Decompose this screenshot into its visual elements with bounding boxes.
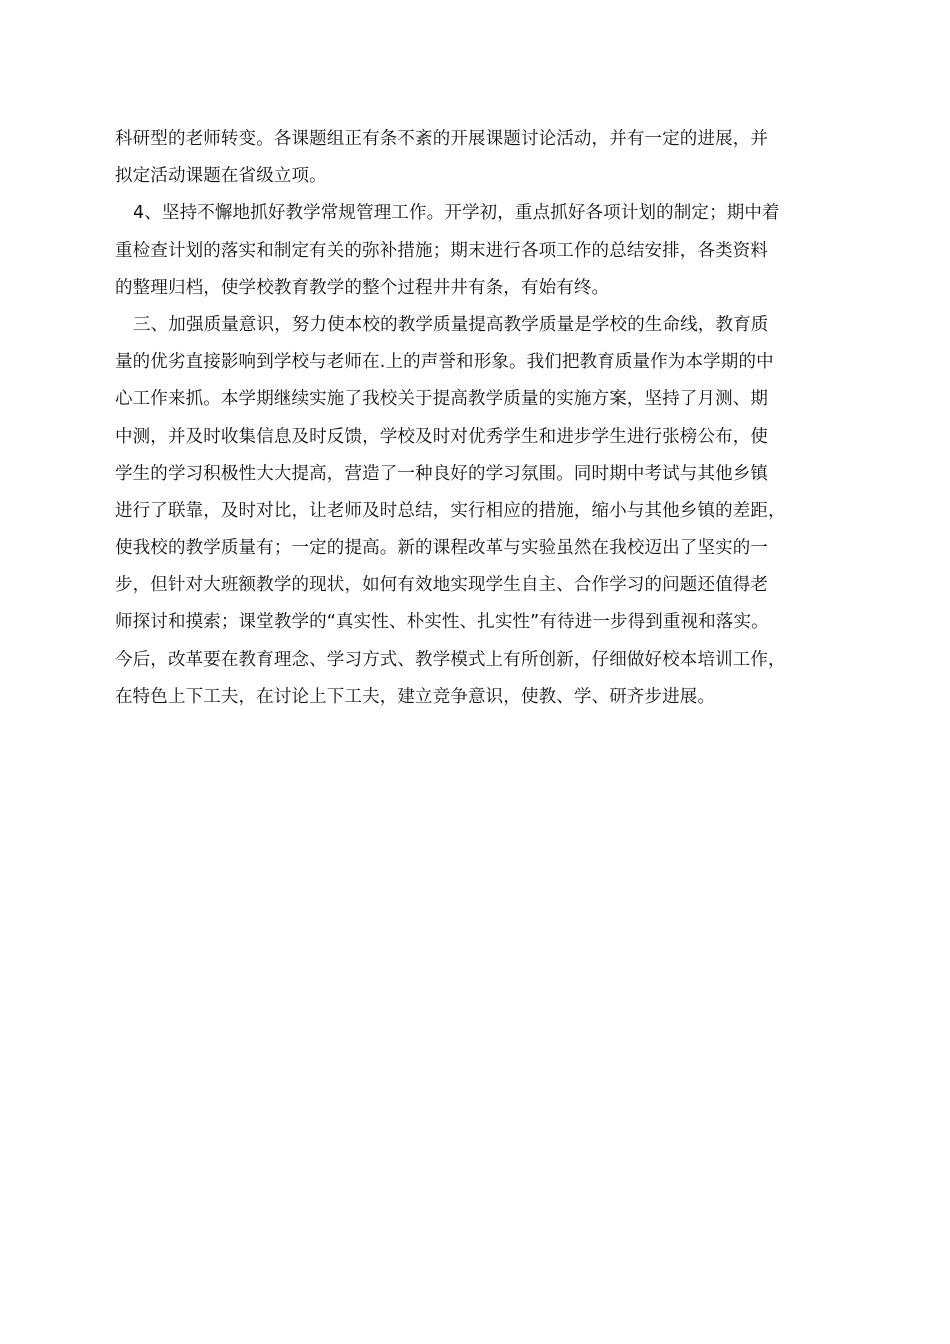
text-line: 使我校的教学质量有；一定的提高。新的课程改革与实验虽然在我校迈出了坚实的一 <box>115 538 769 559</box>
text-line: 中测，并及时收集信息及时反馈，学校及时对优秀学生和进步学生进行张榜公布，使 <box>115 426 769 447</box>
paragraph-start-line: 4、坚持不懈地抓好教学常规管理工作。开学初，重点抓好各项计划的制定；期中着 <box>133 203 780 224</box>
text-line: 进行了联靠，及时对比，让老师及时总结，实行相应的措施，缩小与其他乡镇的差距， <box>115 500 786 521</box>
body-text <box>115 121 850 716</box>
text-line: 拟定活动课题在省级立项。 <box>115 166 327 187</box>
text-line: 在特色上下工夫，在讨论上下工夫，建立竞争意识，使教、学、研齐步进展。 <box>115 686 716 707</box>
text-line: 的整理归档，使学校教育教学的整个过程井井有条，有始有终。 <box>115 277 610 298</box>
text-line: 科研型的老师转变。各课题组正有条不紊的开展课题讨论活动，并有一定的进展，并 <box>115 129 769 149</box>
text-line: 心工作来抓。本学期继续实施了我校关于提高教学质量的实施方案，坚持了月测、期 <box>115 389 769 410</box>
text-line: 步，但针对大班额教学的现状，如何有效地实现学生自主、合作学习的问题还值得老 <box>115 575 769 596</box>
paragraph-start-line: 三、加强质量意识，努力使本校的教学质量提高教学质量是学校的生命线，教育质 <box>133 314 769 335</box>
text-line: 今后，改革要在教育理念、学习方式、教学模式上有所创新，仔细做好校本培训工作， <box>115 649 786 670</box>
text-line: 量的优劣直接影响到学校与老师在.上的声誉和形象。我们把教育质量作为本学期的中 <box>115 352 774 373</box>
text-line: 师探讨和摸索；课堂教学的“真实性、朴实性、扎实性”有待进一步得到重视和落实。 <box>115 612 769 633</box>
text-line: 学生的学习积极性大大提高，营造了一种良好的学习氛围。同时期中考试与其他乡镇 <box>115 463 769 484</box>
text-line: 重检查计划的落实和制定有关的弥补措施；期末进行各项工作的总结安排，各类资料 <box>115 240 769 261</box>
